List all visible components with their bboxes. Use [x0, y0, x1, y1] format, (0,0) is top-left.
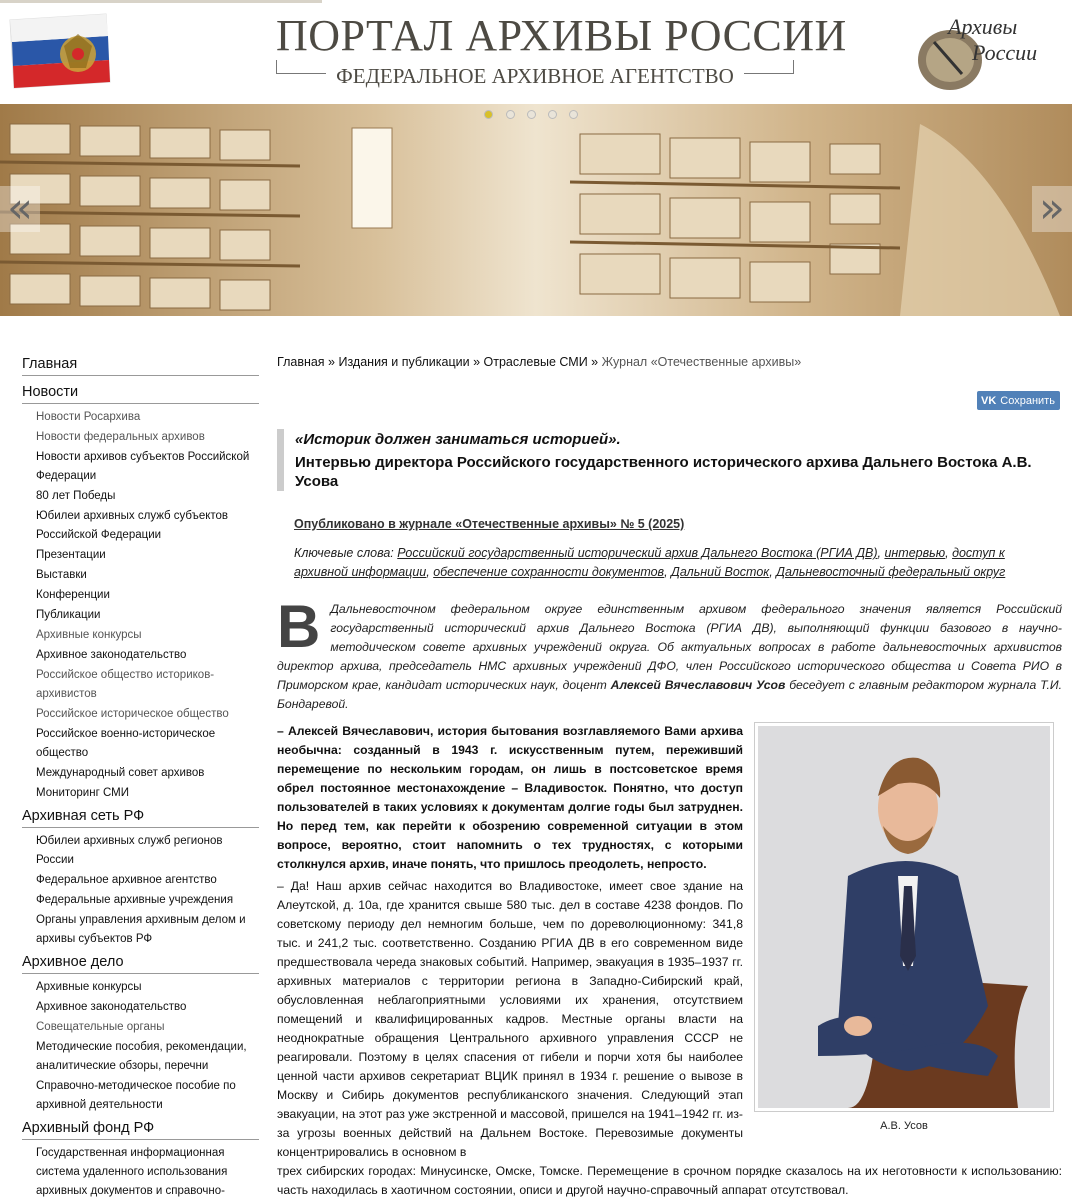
keyword-link[interactable]: Дальневосточный федеральный округ	[776, 565, 1006, 579]
breadcrumb-separator: »	[469, 355, 484, 369]
slider-dot-1[interactable]	[484, 110, 493, 119]
sidebar-item[interactable]: Новости Росархива	[36, 411, 141, 423]
sidebar-item[interactable]: Федеральное архивное агентство	[36, 874, 217, 886]
keyword-separator: ,	[426, 565, 434, 579]
sidebar-item[interactable]: 80 лет Победы	[36, 490, 116, 502]
breadcrumb-separator: »	[324, 355, 339, 369]
sidebar-section-4[interactable]: Архивный фонд РФ	[22, 1116, 259, 1140]
chevron-left-icon[interactable]: «	[0, 186, 40, 232]
sidebar-item[interactable]: Органы управления архивным делом и архивы субъектов РФ	[36, 914, 246, 945]
breadcrumb-separator: »	[587, 355, 602, 369]
intro-name: Алексей Вячеславович Усов	[610, 678, 786, 692]
sidebar-item[interactable]: Юбилеи архивных служб регионов России	[36, 835, 223, 866]
sidebar-item[interactable]: Новости федеральных архивов	[36, 431, 205, 443]
slider-dot-2[interactable]	[506, 110, 515, 119]
sidebar-item[interactable]: Федеральные архивные учреждения	[36, 894, 234, 906]
keyword-separator: ,	[945, 546, 953, 560]
intro-end: беседует с главным редактором журнала Т.И. Бондаревой.	[277, 678, 1062, 711]
sidebar-item[interactable]: Архивное законодательство	[36, 649, 187, 661]
logo-text	[948, 14, 1037, 66]
keyword-link[interactable]: обеспечение сохранности документов	[433, 565, 665, 579]
interview-question: – Алексей Вячеславович, история бытования возглавляемого Вами архива необычна: созданный в 1943 г. искусственным путем, переживший перемещение по нескольким городам, он лишь в постсоветское время обрел постоянное местонахождение – Владивосток. Понятно, что доступ пользователей в таких условиях к документам долгие годы был затруднен. Но перед тем, как перейти к обозрению современной ситуации в этом вопросе, вероятно, стоит напомнить о тех трудностях, с которыми столкнулся архив, иначе понять, что пришлось преодолеть, непросто.	[277, 724, 743, 871]
sidebar-item[interactable]: Новости архивов субъектов Российской Федерации	[36, 451, 250, 482]
sidebar-item[interactable]: Российское историческое общество	[36, 708, 229, 720]
portal-title: ПОРТАЛ АРХИВЫ РОССИИ	[276, 11, 847, 60]
keyword-link[interactable]: Дальний Восток	[671, 565, 770, 579]
archive-shelves-photo	[0, 104, 1072, 316]
breadcrumb-link[interactable]: Главная	[277, 355, 325, 369]
sidebar-item[interactable]: Архивное законодательство	[36, 1001, 187, 1013]
sidebar-item[interactable]: Совещательные органы	[36, 1021, 165, 1033]
article-intro	[277, 593, 1062, 714]
vk-save-button[interactable]	[977, 391, 1060, 410]
sidebar-item[interactable]: Мониторинг СМИ	[36, 787, 129, 799]
intro-text: Дальневосточном федеральном округе единственным архивом федерального значения является Российский государственный исторический архив Дальнего Востока (РГИА ДВ), выполняющий функции базового в научно-методическом совете архивных учреждений округа. Об актуальных вопросах в работе дальневосточных архивистов директор архива, председатель НМС архивных учреждений ДФО, член Российского исторического общества и Совета РИО в Приморском крае, кандидат исторических наук, доцент	[277, 602, 1062, 692]
breadcrumb	[277, 352, 1062, 372]
keyword-link[interactable]: доступ к архивной информации	[294, 546, 1005, 579]
main-content	[277, 352, 1062, 1197]
site-header	[0, 0, 1080, 104]
top-divider	[0, 0, 322, 3]
keywords-label: Ключевые слова:	[294, 546, 394, 560]
coat-of-arms-flag-icon[interactable]	[6, 12, 120, 98]
dropcap-letter: В	[277, 593, 321, 660]
keywords	[294, 544, 1054, 582]
keyword-separator: ,	[664, 565, 672, 579]
sidebar-item[interactable]: Юбилеи архивных служб субъектов Российской Федерации	[36, 510, 229, 541]
logo-line-1: Архивы	[948, 14, 1018, 39]
sidebar-item[interactable]: Архивные конкурсы	[36, 981, 142, 993]
slider-dot-3[interactable]	[527, 110, 536, 119]
sidebar-section-1[interactable]: Новости	[22, 380, 259, 404]
sidebar-item[interactable]: Методические пособия, рекомендации, аналитические обзоры, перечни	[36, 1041, 247, 1072]
sidebar-item[interactable]: Российское военно-историческое общество	[36, 728, 216, 759]
keyword-separator: ,	[769, 565, 777, 579]
vk-icon: VK	[981, 394, 997, 407]
slider-dot-4[interactable]	[548, 110, 557, 119]
slider-dot-5[interactable]	[569, 110, 578, 119]
vk-save-label: Сохранить	[1000, 394, 1055, 407]
sidebar-menu	[22, 352, 259, 1200]
answer-paragraph-narrow: – Да! Наш архив сейчас находится во Владивостоке, имеет свое здание на Алеутской, д. 10а, где хранится свыше 580 тыс. дел в составе 4238 фондов. По советскому периоду дел немногим больше, чем по дореволюционному: 341,8 тыс. и 241,2 тыс. соответственно. Созданию РГИА ДВ в его современном виде предшествовала череда знаковых событий. Например, эвакуация в 1935–1937 гг. архивных материалов с территории региона в Западно-Сибирский край, обусловленная неблагоприятными условиями их хранения, отсутствием помещений и квалифицированных кадров. Местные органы власти на неоднократные обращения Центрального архивного управления СССР не реагировали. Поэтому в целях спасения от гибели и порчи хотя бы наиболее ценной части архивов секретариат ВЦИК принял в 1934 г. решение о вывозе в Москву и Сибирь документов республиканского значения. Следующий этап эвакуации, на этот раз уже экстренной и массовой, пришелся на 1941–1942 гг. из-за угрозы военных действий на Дальнем Востоке. Перевозимые документы концентрировались в основном в	[277, 879, 743, 1159]
keyword-separator: ,	[877, 546, 885, 560]
photo-caption: А.В. Усов	[880, 1120, 928, 1132]
article-quote: «Историк должен заниматься историей».	[295, 431, 621, 448]
breadcrumb-current: Журнал «Отечественные архивы»	[601, 355, 802, 369]
sidebar-item[interactable]: Презентации	[36, 549, 106, 561]
logo-line-2: России	[972, 40, 1038, 65]
keyword-link[interactable]: Российский государственный исторический архив Дальнего Востока (РГИА ДВ)	[397, 546, 878, 560]
published-link[interactable]: Опубликовано в журнале «Отечественные архивы» № 5 (2025)	[294, 517, 685, 531]
sidebar-item[interactable]: Выставки	[36, 569, 87, 581]
sidebar-item[interactable]: Публикации	[36, 609, 101, 621]
subtitle-text: ФЕДЕРАЛЬНОЕ АРХИВНОЕ АГЕНТСТВО	[326, 64, 744, 88]
sidebar-section-2[interactable]: Архивная сеть РФ	[22, 804, 259, 828]
answer-paragraph-wide: трех сибирских городах: Минусинске, Омске, Томске. Перемещение в срочном порядке сказалось на их неготовности к использованию: часть находилась в хаотичном состоянии, описи и другой научно-справочный аппарат отсутствовал.	[277, 1164, 1062, 1197]
sidebar-item[interactable]: Международный совет архивов	[36, 767, 205, 779]
article-title: Интервью директора Российского государственного исторического архива Дальнего Востока А.В. Усова	[295, 454, 1032, 490]
sidebar-section-0[interactable]: Главная	[22, 352, 259, 376]
hero-slider[interactable]	[0, 104, 1072, 316]
breadcrumb-link[interactable]: Отраслевые СМИ	[483, 355, 588, 369]
sidebar-item[interactable]: Справочно-методическое пособие по архивной деятельности	[36, 1080, 236, 1111]
sidebar-item[interactable]: Архивные конкурсы	[36, 629, 142, 641]
portal-subtitle	[276, 64, 794, 89]
chevron-right-icon[interactable]: »	[1032, 186, 1072, 232]
sidebar-item[interactable]: Конференции	[36, 589, 110, 601]
keyword-link[interactable]: интервью	[884, 546, 946, 560]
sidebar-item[interactable]: Государственная информационная система удаленного использования архивных документов и справочно-	[36, 1147, 228, 1197]
sidebar-section-3[interactable]: Архивное дело	[22, 950, 259, 974]
article-header	[277, 429, 1062, 491]
sidebar-item[interactable]: Российское общество историков-архивистов	[36, 669, 215, 700]
breadcrumb-link[interactable]: Издания и публикации	[338, 355, 470, 369]
interview-answer	[277, 877, 1062, 1200]
